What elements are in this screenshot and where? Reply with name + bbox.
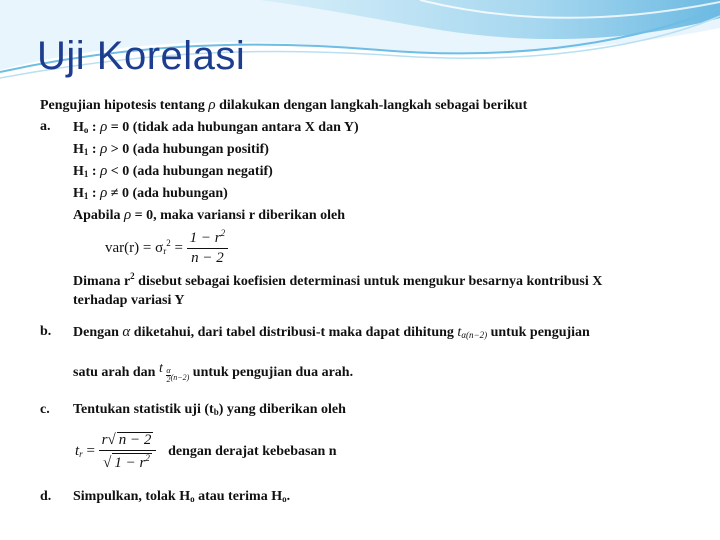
rho-symbol: ρ xyxy=(100,119,108,135)
alpha-over: α xyxy=(166,366,171,375)
h-colon: : xyxy=(91,142,97,157)
denominator-sup: 2 xyxy=(145,453,150,463)
apabila-after: = 0, maka variansi r diberikan oleh xyxy=(134,208,346,223)
h-colon: : xyxy=(91,164,97,179)
variance-fraction xyxy=(187,229,228,266)
intro-after: dilakukan dengan langkah-langkah sebagai berikut xyxy=(219,98,528,113)
t-one-sub: α(n−2) xyxy=(461,330,488,340)
h-label: H xyxy=(73,120,84,135)
apabila-before: Apabila xyxy=(73,208,121,223)
step-b-text5: untuk pengujian dua arah. xyxy=(192,365,354,381)
h-relation: = 0 (tidak ada hubungan antara X dan Y) xyxy=(110,120,359,135)
variance-formula xyxy=(105,229,228,266)
hypothesis-h1-negative xyxy=(73,164,273,179)
step-b-line-2 xyxy=(73,362,353,384)
step-d-line xyxy=(73,490,290,504)
t-two-sub-rest: (n−2) xyxy=(170,373,190,382)
numerator-radicand: n − 2 xyxy=(118,432,152,448)
step-a-marker: a. xyxy=(40,119,51,134)
h-label: H xyxy=(73,186,84,201)
intro-line xyxy=(40,98,527,113)
tb-sub: b xyxy=(213,407,219,417)
rho-symbol: ρ xyxy=(100,163,108,179)
rho-symbol: ρ xyxy=(100,141,108,157)
h-sub: 1 xyxy=(83,191,89,201)
equals-sign: = xyxy=(174,240,183,256)
numerator-sup: 2 xyxy=(220,228,226,238)
equals-sign: = xyxy=(86,443,95,459)
h0-sub: o xyxy=(282,494,287,504)
h0-sub: o xyxy=(190,494,195,504)
step-b-text4: satu arah dan xyxy=(73,365,156,381)
h-colon: : xyxy=(91,120,97,135)
fraction-numerator: 1 − r xyxy=(189,230,221,246)
r-squared-sup: 2 xyxy=(130,271,135,281)
degrees-of-freedom-text: dengan derajat kebebasan n xyxy=(168,443,337,459)
alpha-symbol: α xyxy=(122,324,131,340)
t-fraction: $\frac{r√ n - 2}{√ 1 - r^2}$ xyxy=(99,432,157,471)
t-statistic-formula xyxy=(75,432,337,471)
h-label: H xyxy=(73,164,84,179)
h-sub: o xyxy=(83,125,89,135)
h-relation: < 0 (ada hubungan negatif) xyxy=(110,164,273,179)
step-c-after: ) yang diberikan oleh xyxy=(218,402,346,417)
sigma-sub: r xyxy=(163,246,167,256)
h-sub: 1 xyxy=(83,169,89,179)
t-symbol: t xyxy=(158,361,163,376)
step-d-text-c: . xyxy=(286,489,291,504)
step-c-before: Tentukan statistik uji (t xyxy=(73,402,214,417)
h-label: H xyxy=(73,142,84,157)
denominator-radicand: 1 − r xyxy=(114,455,146,471)
dimana-line-2: terhadap variasi Y xyxy=(73,293,185,308)
variance-lhs: var(r) = σ xyxy=(105,240,164,256)
intro-before: Pengujian hipotesis tentang xyxy=(40,98,205,113)
hypothesis-h0 xyxy=(73,120,359,135)
h-colon: : xyxy=(91,186,97,201)
step-c-line xyxy=(73,403,346,417)
fraction-denominator: n − 2 xyxy=(191,250,224,266)
step-b-marker: b. xyxy=(40,324,52,339)
rho-symbol: ρ xyxy=(100,185,108,201)
rho-symbol: ρ xyxy=(123,207,132,223)
two-under: 2 xyxy=(166,375,171,384)
rho-symbol: ρ xyxy=(208,97,216,113)
t-symbol: t xyxy=(75,443,80,459)
step-b-text3: untuk pengujian xyxy=(490,325,590,340)
numerator-r: r xyxy=(101,432,108,448)
hypothesis-h1-two-sided xyxy=(73,186,228,201)
t-symbol: t xyxy=(457,325,462,340)
dimana-text-a: Dimana r xyxy=(73,274,131,289)
step-d-text-a: Simpulkan, tolak H xyxy=(73,489,191,504)
step-c-marker: c. xyxy=(40,402,50,417)
hypothesis-h1-positive xyxy=(73,142,269,157)
step-b-text1: Dengan xyxy=(73,325,119,340)
step-b-line-1 xyxy=(73,325,590,340)
sigma-sup: 2 xyxy=(166,238,171,248)
h-relation: ≠ 0 (ada hubungan) xyxy=(110,186,228,201)
step-d-text-b: atau terima H xyxy=(194,489,283,504)
dimana-text-b: disebut sebagai koefisien determinasi untuk mengukur besarnya kontribusi X xyxy=(134,274,603,289)
dimana-line-1 xyxy=(73,272,602,289)
t-sub: r xyxy=(79,449,83,459)
step-d-marker: d. xyxy=(40,489,52,504)
slide-title: Uji Korelasi xyxy=(37,34,246,78)
h-relation: > 0 (ada hubungan positif) xyxy=(110,142,269,157)
step-b-text2: diketahui, dari tabel distribusi-t maka dapat dihitung xyxy=(133,325,454,340)
h-sub: 1 xyxy=(83,147,89,157)
apabila-line xyxy=(73,208,345,223)
